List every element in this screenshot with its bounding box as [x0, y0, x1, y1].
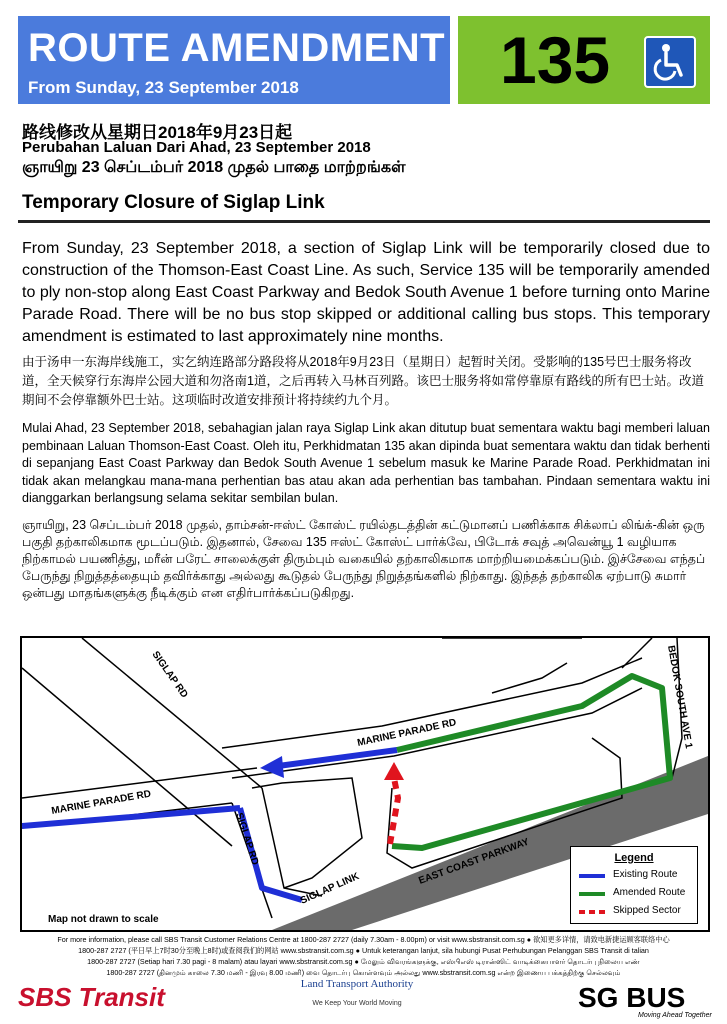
legend-item: [571, 905, 697, 919]
effective-date: From Sunday, 23 September 2018: [28, 78, 299, 97]
lta-tagline: We Keep Your World Moving: [312, 1000, 402, 1007]
service-number-panel: [458, 16, 710, 104]
lta-name: Land Transport Authority: [300, 978, 414, 990]
road-label-east-coast-parkway: EAST COAST PARKWAY: [417, 836, 531, 887]
paragraph-malay: Mulai Ahad, 23 September 2018, sebahagian jalan raya Siglap Link akan ditutup buat sementara waktu bagi memberi laluan pembinaan Laluan Thomson-East Coast. Oleh itu, Perkhidmatan 135 akan dipinda buat sementara waktu dan tidak berhenti di sepanjang East Coast Parkway dan Bedok South Avenue 1 sebelum masuk ke Marine Parade Road. Perkhidmatan ini tidak akan melangkau mana-mana perhentian bas atau akan ada perhentian bas tambahan. Pindaan sementara waktu ini dianggarkan berlangsung selama sekitar sembilan bulan.: [22, 421, 710, 505]
sgbus-logo: [578, 982, 712, 1019]
legend-label: Amended Route: [613, 887, 686, 898]
footer-line: 1800-287 2727 (Setiap hari 7.30 pagi - 8 malam) atau layari www.sbstransit.com.sg ● மேலும் விவரங்களுக்கு, எஸ்பிஎஸ் டிரான்ஸிட் வாடிக்கையாளர் தொடர்பு நிலைய எண்: [87, 957, 640, 966]
road-outline-siglap-rd-mid-b: [262, 788, 322, 896]
lta-logo: [282, 978, 432, 1018]
sgbus-wordmark: SG BUS: [578, 982, 686, 1013]
legend-title: Legend: [614, 852, 654, 864]
skipped-sector-arrow: [384, 762, 404, 780]
existing-route-arrow: [260, 756, 284, 778]
sbs-transit-logo: SBS Transit: [18, 982, 165, 1012]
footer-line: For more information, please call SBS Transit Customer Relations Centre at 1800-287 2727 (daily 7.30am - 8.00pm) or visit www.sbstransit.com.sg ● 欲知更多详情，请致电新捷运顾客联络中心: [57, 935, 670, 944]
paragraph-chinese: 由于汤申一东海岸线施工，实乞纳连路部分路段将从2018年9月23日（星期日）起暂时关闭。受影响的135号巴士服务将改道，全天候穿行东海岸公园大道和勿洛南1道，之后再转入马林百列路。该巴士服务将如常停靠原有路线的所有巴士站。改道期间不会停靠额外巴士站。这项临时改道安排预计将持续约九个月。: [22, 355, 704, 407]
footer-line: 1800-287 2727 (தினமும் காலை 7.30 மணி - இரவு 8.00 மணி) வை தொடர்பு கொள்ளவும் அல்லது www.sbstransit.com.sg என்ற இணைய பக்கத்திற்கு செல்லவும்: [106, 968, 621, 977]
sgbus-tagline: Moving Ahead Together: [638, 1012, 712, 1019]
service-number: 135: [500, 23, 611, 97]
road-label-marine-parade-top: MARINE PARADE RD: [356, 717, 458, 749]
wheelchair-icon: [644, 36, 696, 88]
map-legend: [570, 846, 698, 924]
section-title: Temporary Closure of Siglap Link: [22, 192, 325, 213]
road-label-marine-parade-left: MARINE PARADE RD: [50, 788, 152, 817]
skipped-sector: [390, 778, 398, 844]
header-title-panel: [18, 16, 450, 104]
legend-swatch-existing: [579, 874, 605, 878]
road-label-siglap-rd-mid: SIGLAP RD: [233, 811, 261, 867]
paragraph-tamil: ஞாயிறு, 23 செப்டம்பர் 2018 முதல், தாம்சன்-ஈஸ்ட் கோஸ்ட் ரயில்தடத்தின் கட்டுமானப் பணிக்காக சிக்லாப் லிங்க்-கின் ஒரு பகுதி தற்காலிகமாக மூடப்படும். இதனால், சேவை 135 ஈஸ்ட் கோஸ்ட் பார்க்வே, பிடோக் சவுத் அவென்யூ 1 வழியாக நிற்காமல் பயணித்து, மரீன் பரேட் சாலைக்குள் திரும்பும் வகையில் தற்காலிகமாக மாற்றியமைக்கப்படும். இச்சேவை எந்தப் பேருந்து நிறுத்தத்தையும் தவிர்க்காது அல்லது கூடுதல் பேருந்து நிறுத்தங்களில் நிற்காது. இந்தத் தற்காலிக ஏற்பாடு சுமார் ஒன்பது மாதங்களுக்கு நீடிக்கும் என எதிர்பார்க்கப்படுகிறது.: [22, 518, 706, 600]
road-outline-siglap-rd-top-b: [82, 638, 262, 788]
heading-malay: Perubahan Laluan Dari Ahad, 23 September 2018: [22, 139, 371, 156]
road-outline-marine-parade-top-a: [222, 658, 642, 748]
legend-swatch-amended: [579, 892, 605, 896]
heading-chinese: 路线修改从星期日2018年9月23日起: [22, 123, 293, 142]
legend-label: Skipped Sector: [613, 905, 681, 916]
heading-tamil: ஞாயிறு 23 செப்டம்பர் 2018 முதல் பாதை மாற்றங்கள்: [22, 159, 406, 176]
section-divider: [18, 220, 710, 223]
paragraph-english: From Sunday, 23 September 2018, a section of Siglap Link will be temporarily closed due to construction of the Thomson-East Coast Line. As such, Service 135 will be temporarily amended to ply non-stop along East Coast Parkway and Bedok South Avenue 1 before turning onto Marine Parade Road. There will be no bus stop skipped or additional calling bus stops. This temporary amendment is estimated to last approximately nine months.: [22, 240, 710, 345]
road-label-siglap-rd-top: SIGLAP RD: [149, 649, 190, 701]
page-title: ROUTE AMENDMENT: [28, 26, 446, 70]
road-label-bedok-south: BEDOK SOUTH AVE 1: [665, 644, 695, 750]
legend-label: Existing Route: [613, 869, 678, 880]
route-map: [20, 636, 710, 932]
legend-item: [571, 887, 697, 901]
footer-line: 1800-287 2727 (平日早上7时30分至晚上8时)或查阅我们的网站 www.sbstransit.com.sg ● Untuk keterangan lanjut, sila hubungi Pusat Perhubungan Pelanggan SBS Transit di talian: [78, 946, 649, 955]
road-outline-block-b: [622, 638, 652, 668]
map-scale-note: Map not drawn to scale: [48, 914, 159, 925]
road-outline-block-f: [252, 778, 362, 888]
road-label-siglap-link: SIGLAP LINK: [298, 871, 361, 907]
legend-swatch-skipped: [579, 910, 605, 914]
legend-item: [571, 869, 697, 883]
